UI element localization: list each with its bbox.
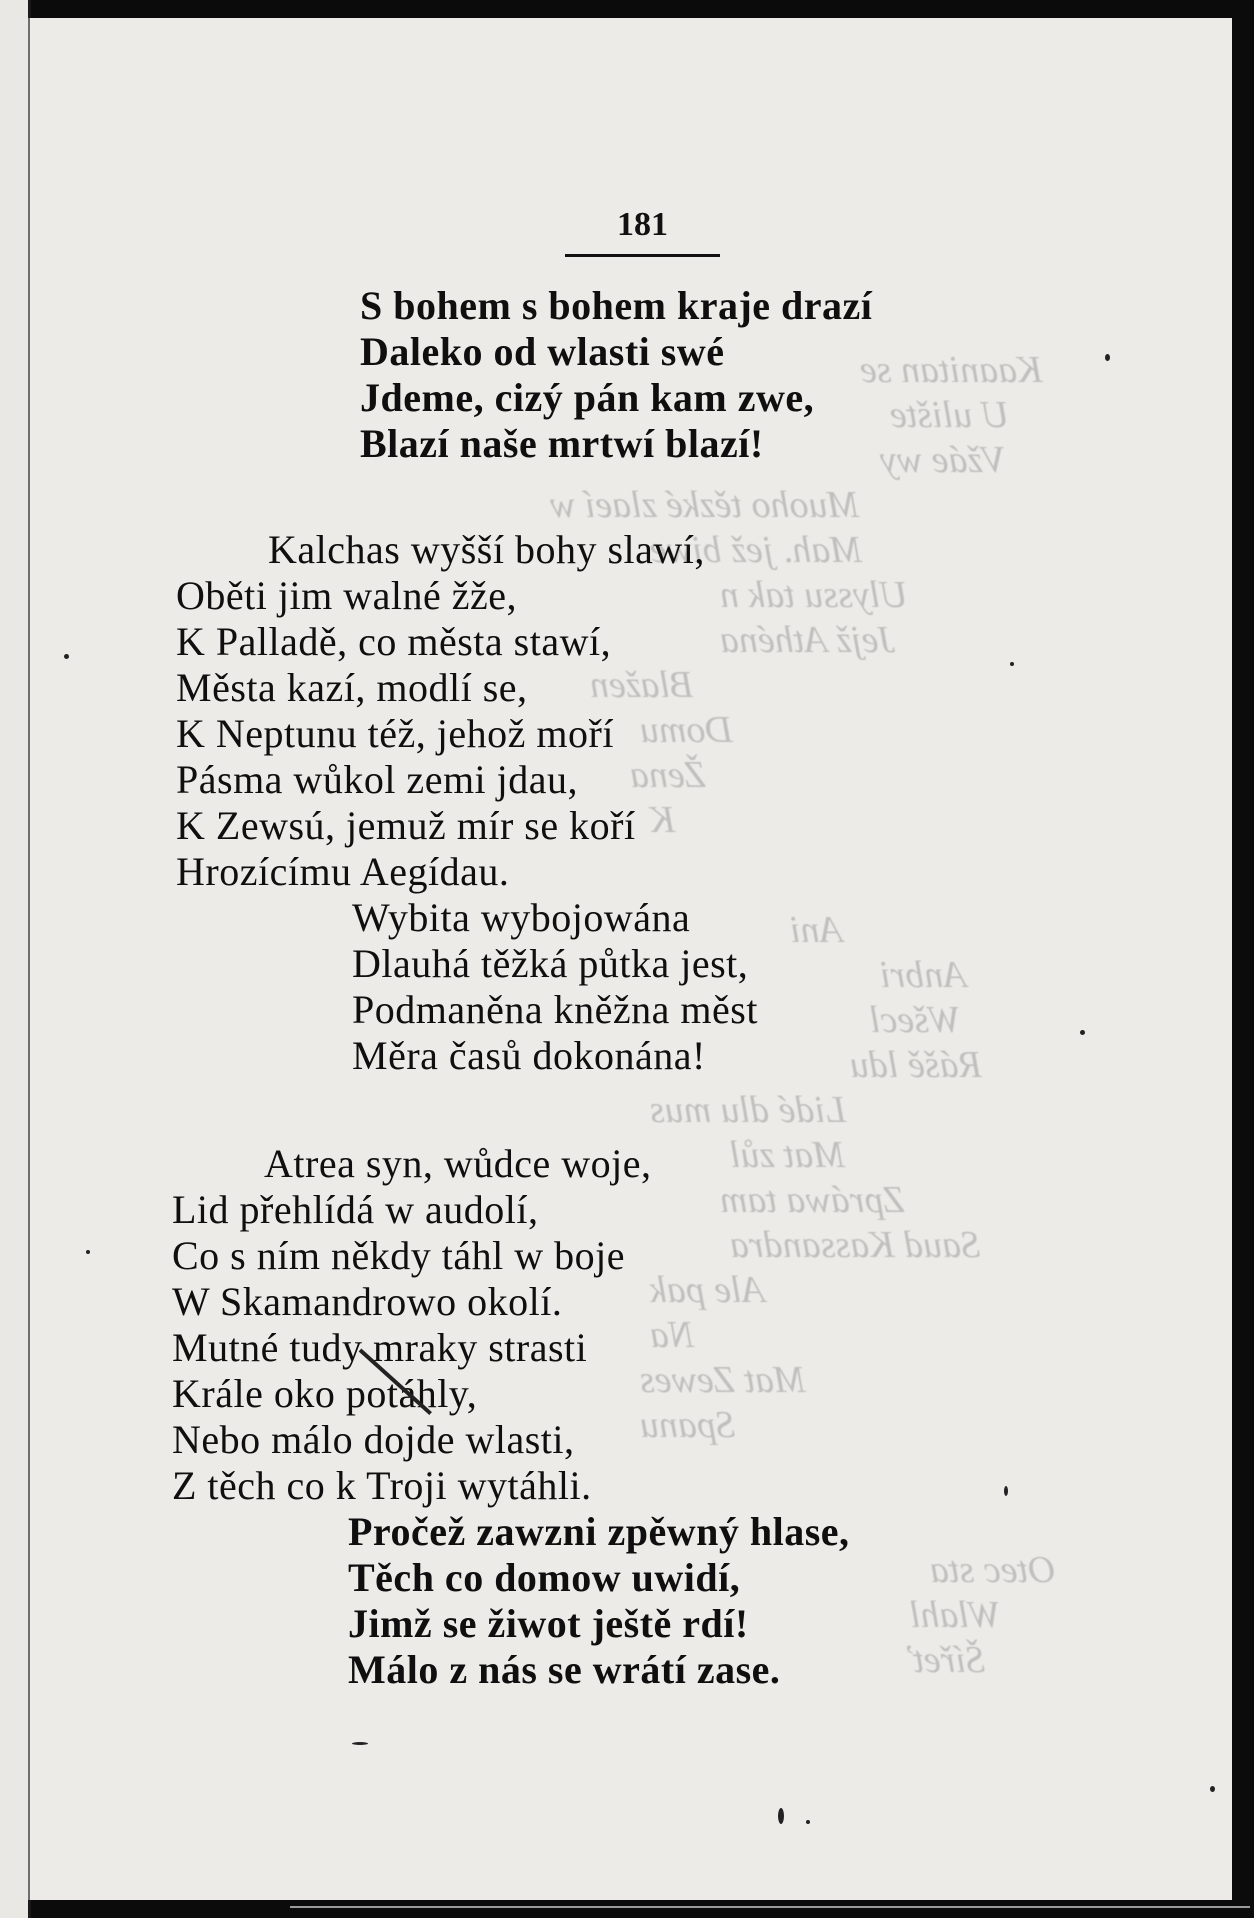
poem-line: Těch co domow uwidí, [348, 1555, 741, 1600]
scan-border [1232, 18, 1254, 1900]
bleed-through-text: Muoho tězké zlaeí w [550, 484, 860, 526]
poem-line: Hrozícímu Aegídau. [176, 849, 510, 894]
poem-line: Atrea syn, wůdce woje, [264, 1141, 652, 1186]
poem-line: Mutné tudy mraky strasti [172, 1325, 588, 1370]
poem-line: Lid přehlídá w audolí, [172, 1187, 539, 1232]
ink-speck [1080, 1030, 1085, 1035]
bleed-through-text: Lidé dlu mus [650, 1089, 847, 1131]
scan-edge-line [290, 1906, 1250, 1908]
bleed-through-text: Ulyssu tak n [720, 574, 908, 616]
poem-line: Jdeme, cizý pán kam zwe, [360, 375, 815, 420]
ink-speck [1105, 354, 1110, 361]
poem-line: Podmaněna kněžna měst [352, 987, 758, 1032]
poem-line: Nebo málo dojde wlasti, [172, 1417, 575, 1462]
page-number-rule [565, 254, 720, 257]
bleed-through-text: Saud Kassandra [730, 1224, 981, 1266]
bleed-through-text: Jejž Athéna [720, 619, 896, 661]
bleed-through-text: Domu [640, 709, 733, 751]
poem-line: Pročež zawzni zpěwný hlase, [348, 1509, 850, 1554]
bleed-through-text: Rášě ldu [850, 1044, 982, 1086]
bleed-through-text: Mat zůl [730, 1134, 846, 1176]
ink-speck [86, 1250, 90, 1254]
bleed-through-text: Žena [630, 754, 706, 796]
poem-line: Blazí naše mrtwí blazí! [360, 421, 764, 466]
bleed-through-text: Mah. jež biwe [650, 529, 863, 571]
ink-speck [778, 1808, 784, 1824]
poem-line: W Skamandrowo okolí. [172, 1279, 563, 1324]
ink-speck [806, 1820, 810, 1824]
poem-line: Jimž se žiwot ještě rdí! [348, 1601, 749, 1646]
poem-line: S bohem s bohem kraje drazí [360, 283, 873, 328]
poem-line: Co s ním někdy táhl w boje [172, 1233, 625, 1278]
ink-speck [1004, 1486, 1008, 1496]
ink-speck [1010, 662, 1014, 666]
bleed-through-text: Zpráwa tam [720, 1179, 905, 1221]
bleed-through-text: Spanu [640, 1404, 735, 1446]
bleed-through-text: Mat Zewes [640, 1359, 806, 1401]
poem-line: Města kazí, modlí se, [176, 665, 528, 710]
ink-speck [64, 654, 69, 659]
poem-line: Oběti jim walné žže, [176, 573, 517, 618]
bleed-through-text: Vžáe wy [880, 439, 1006, 481]
poem-line: Krále oko potáhly, [172, 1371, 478, 1416]
bleed-through-text: Na [650, 1314, 695, 1356]
bleed-through-text: Kaanitan se [860, 349, 1043, 391]
ink-speck [352, 1742, 368, 1745]
poem-line: K Palladě, co města stawí, [176, 619, 612, 664]
bleed-through-text: Šířeť [910, 1639, 986, 1681]
adjacent-page-strip [0, 0, 31, 1918]
poem-line: K Neptunu též, jehož moří [176, 711, 614, 756]
bleed-through-text: Wšecl [870, 999, 961, 1041]
bleed-through-text: K [650, 799, 676, 841]
poem-line: Pásma wůkol zemi jdau, [176, 757, 579, 802]
poem-line: K Zewsú, jemuž mír se koří [176, 803, 636, 848]
poem-line: Kalchas wyšší bohy slawí, [268, 527, 705, 572]
poem-line: Měra časů dokonána! [352, 1033, 706, 1078]
bleed-through-text: Ani [790, 909, 843, 951]
bleed-through-text: Ale pak [650, 1269, 766, 1311]
poem-line: Daleko od wlasti swé [360, 329, 725, 374]
bleed-through-text: U ulište [890, 394, 1010, 436]
bleed-through-text: Wlahl [910, 1594, 1001, 1636]
poem-line: Málo z nás se wrátí zase. [348, 1647, 781, 1692]
poem-line: Z těch co k Troji wytáhli. [172, 1463, 592, 1508]
bleed-through-text: Anbri [880, 954, 967, 996]
poem-line: Wybita wybojowána [352, 895, 691, 940]
poem-line: Dlauhá těžká půtka jest, [352, 941, 749, 986]
ink-speck [1210, 1786, 1215, 1792]
bleed-through-text: Blažen [590, 664, 694, 706]
book-page [28, 18, 1234, 1900]
bleed-through-text: Otec sta [930, 1549, 1056, 1591]
page-number: 181 [617, 206, 668, 243]
